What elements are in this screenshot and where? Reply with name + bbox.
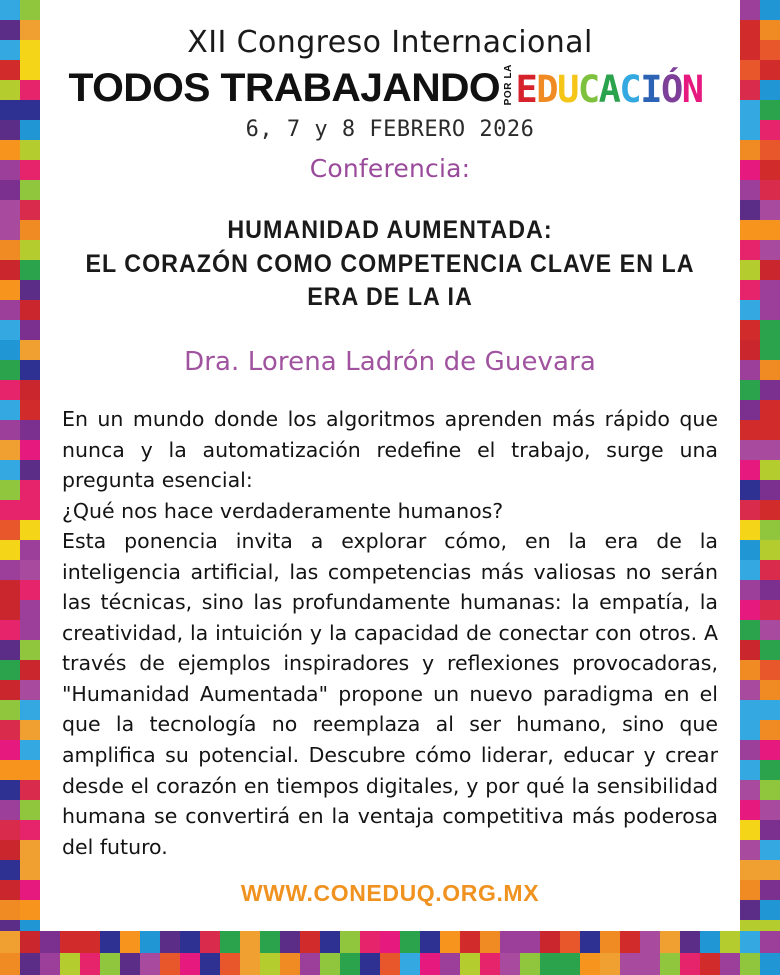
mosaic-right-tile <box>760 700 780 720</box>
mosaic-right-tile <box>740 260 760 280</box>
mosaic-right-tile <box>760 540 780 560</box>
mosaic-right-tile <box>760 720 780 740</box>
mosaic-left-tile <box>20 460 40 480</box>
mosaic-right-tile <box>740 40 760 60</box>
mosaic-left-tile <box>0 580 20 600</box>
mosaic-left-tile <box>20 860 40 880</box>
mosaic-left-tile <box>0 520 20 540</box>
mosaic-right-tile <box>760 580 780 600</box>
mosaic-bottom-tile <box>460 931 480 953</box>
mosaic-left-tile <box>0 180 20 200</box>
mosaic-bottom-tile <box>540 953 560 975</box>
mosaic-bottom-tile <box>20 931 40 953</box>
mosaic-left-tile <box>20 420 40 440</box>
mosaic-left-tile <box>20 240 40 260</box>
mosaic-right-tile <box>740 880 760 900</box>
mosaic-left-tile <box>20 820 40 840</box>
mosaic-left-tile <box>0 800 20 820</box>
mosaic-bottom-tile <box>0 931 20 953</box>
mosaic-bottom-tile <box>440 931 460 953</box>
mosaic-bottom-tile <box>600 931 620 953</box>
mosaic-left-tile <box>20 800 40 820</box>
mosaic-right-tile <box>760 260 780 280</box>
mosaic-left-tile <box>20 660 40 680</box>
mosaic-right-tile <box>760 460 780 480</box>
mosaic-bottom-tile <box>60 953 80 975</box>
mosaic-bottom-tile <box>420 931 440 953</box>
mosaic-left-tile <box>20 380 40 400</box>
mosaic-bottom-tile <box>400 931 420 953</box>
mosaic-right-tile <box>740 280 760 300</box>
mosaic-right-tile <box>740 720 760 740</box>
mosaic-right-tile <box>740 380 760 400</box>
mosaic-bottom-tile <box>320 931 340 953</box>
mosaic-right-tile <box>740 660 760 680</box>
mosaic-left-tile <box>0 540 20 560</box>
mosaic-bottom-tile <box>200 931 220 953</box>
mosaic-bottom-tile <box>300 953 320 975</box>
mosaic-right-tile <box>760 40 780 60</box>
mosaic-bottom-tile <box>200 953 220 975</box>
mosaic-right-tile <box>760 780 780 800</box>
abstract-paragraph-1: En un mundo donde los algoritmos aprenden más rápido que nunca y la automatización redefine el trabajo, surge una pregunta esencial: <box>62 407 718 493</box>
mosaic-right-tile <box>760 560 780 580</box>
mosaic-right-tile <box>740 760 760 780</box>
mosaic-right-tile <box>760 500 780 520</box>
mosaic-left-tile <box>20 140 40 160</box>
mosaic-left-tile <box>0 620 20 640</box>
mosaic-bottom-tile <box>600 953 620 975</box>
mosaic-left-tile <box>20 640 40 660</box>
mosaic-left-tile <box>20 760 40 780</box>
mosaic-bottom-tile <box>40 931 60 953</box>
mosaic-bottom-tile <box>280 931 300 953</box>
mosaic-left-tile <box>20 260 40 280</box>
mosaic-bottom-tile <box>580 931 600 953</box>
educacion-letter-4: A <box>598 67 620 111</box>
mosaic-right-tile <box>740 460 760 480</box>
mosaic-right-tile <box>760 660 780 680</box>
mosaic-left-tile <box>20 60 40 80</box>
mosaic-right-tile <box>740 560 760 580</box>
mosaic-left-tile <box>0 720 20 740</box>
mosaic-left-tile <box>20 220 40 240</box>
mosaic-left-tile <box>20 0 40 20</box>
mosaic-right-tile <box>760 60 780 80</box>
educacion-letter-7: Ó <box>660 67 682 111</box>
mosaic-left-tile <box>0 460 20 480</box>
mosaic-left-tile <box>0 600 20 620</box>
mosaic-bottom-tile <box>620 931 640 953</box>
mosaic-right-tile <box>740 500 760 520</box>
mosaic-left-tile <box>20 400 40 420</box>
mosaic-bottom-tile <box>220 953 240 975</box>
mosaic-right-tile <box>740 780 760 800</box>
mosaic-left-tile <box>0 680 20 700</box>
mosaic-left-tile <box>20 540 40 560</box>
mosaic-bottom-tile <box>660 953 680 975</box>
mosaic-right-tile <box>740 180 760 200</box>
mosaic-bottom-tile <box>620 953 640 975</box>
mosaic-right-tile <box>740 200 760 220</box>
mosaic-left-tile <box>0 900 20 920</box>
mosaic-border-right <box>740 0 780 975</box>
mosaic-left-tile <box>20 840 40 860</box>
mosaic-bottom-tile <box>720 931 740 953</box>
mosaic-bottom-tile <box>80 953 100 975</box>
mosaic-right-tile <box>760 320 780 340</box>
mosaic-left-tile <box>0 380 20 400</box>
educacion-letter-0: E <box>515 67 537 111</box>
mosaic-bottom-tile <box>700 953 720 975</box>
mosaic-right-tile <box>760 800 780 820</box>
mosaic-bottom-tile <box>520 953 540 975</box>
educacion-letter-6: I <box>640 67 661 111</box>
mosaic-bottom-tile <box>220 931 240 953</box>
mosaic-right-tile <box>760 160 780 180</box>
mosaic-left-tile <box>0 420 20 440</box>
mosaic-right-tile <box>740 160 760 180</box>
mosaic-left-tile <box>20 500 40 520</box>
mosaic-bottom-tile <box>760 931 780 953</box>
mosaic-right-tile <box>740 300 760 320</box>
mosaic-left-tile <box>0 700 20 720</box>
mosaic-left-tile <box>0 780 20 800</box>
mosaic-left-tile <box>0 440 20 460</box>
mosaic-left-tile <box>20 880 40 900</box>
content-panel <box>40 0 740 931</box>
mosaic-left-tile <box>0 280 20 300</box>
mosaic-right-tile <box>740 600 760 620</box>
website-url[interactable]: WWW.CONEDUQ.ORG.MX <box>240 880 540 907</box>
mosaic-left-tile <box>20 340 40 360</box>
mosaic-right-tile <box>760 420 780 440</box>
mosaic-right-tile <box>740 220 760 240</box>
mosaic-left-tile <box>0 320 20 340</box>
mosaic-right-tile <box>740 680 760 700</box>
mosaic-right-tile <box>740 640 760 660</box>
mosaic-right-tile <box>760 240 780 260</box>
mosaic-right-tile <box>760 380 780 400</box>
mosaic-right-tile <box>760 120 780 140</box>
event-date: 6, 7 y 8 FEBRERO 2026 <box>245 116 535 142</box>
mosaic-right-tile <box>760 880 780 900</box>
mosaic-right-tile <box>760 140 780 160</box>
mosaic-left-tile <box>0 740 20 760</box>
mosaic-right-tile <box>760 220 780 240</box>
mosaic-bottom-tile <box>240 953 260 975</box>
mosaic-bottom-tile <box>440 953 460 975</box>
mosaic-right-tile <box>760 200 780 220</box>
mosaic-right-tile <box>740 580 760 600</box>
mosaic-border-bottom <box>0 931 780 975</box>
mosaic-right-tile <box>740 740 760 760</box>
mosaic-right-tile <box>760 80 780 100</box>
congress-title: XII Congreso Internacional <box>187 25 593 60</box>
mosaic-left-tile <box>0 400 20 420</box>
mosaic-right-tile <box>740 120 760 140</box>
mosaic-bottom-tile <box>180 953 200 975</box>
mosaic-right-tile <box>760 860 780 880</box>
mosaic-left-tile <box>20 100 40 120</box>
mosaic-bottom-tile <box>280 953 300 975</box>
mosaic-right-tile <box>740 520 760 540</box>
mosaic-right-tile <box>740 820 760 840</box>
mosaic-bottom-tile <box>560 931 580 953</box>
conferencia-label: Conferencia: <box>309 153 471 183</box>
mosaic-bottom-tile <box>500 931 520 953</box>
mosaic-right-tile <box>760 900 780 920</box>
header-block <box>62 27 718 183</box>
mosaic-left-tile <box>20 700 40 720</box>
mosaic-left-tile <box>0 0 20 20</box>
mosaic-left-tile <box>20 360 40 380</box>
mosaic-right-tile <box>740 60 760 80</box>
mosaic-bottom-tile <box>640 931 660 953</box>
mosaic-right-tile <box>760 520 780 540</box>
mosaic-right-tile <box>760 480 780 500</box>
mosaic-right-tile <box>740 900 760 920</box>
mosaic-left-tile <box>20 900 40 920</box>
mosaic-left-tile <box>20 720 40 740</box>
mosaic-left-tile <box>20 780 40 800</box>
mosaic-bottom-tile <box>80 931 100 953</box>
mosaic-bottom-tile <box>380 953 400 975</box>
mosaic-left-tile <box>0 20 20 40</box>
mosaic-bottom-tile <box>580 953 600 975</box>
mosaic-bottom-tile <box>240 931 260 953</box>
mosaic-bottom-tile <box>120 953 140 975</box>
talk-title-line-1: EL CORAZÓN COMO COMPETENCIA CLAVE EN LA <box>85 249 695 278</box>
mosaic-bottom-tile <box>360 953 380 975</box>
talk-title-line-2: ERA DE LA IA <box>307 283 473 312</box>
mosaic-left-tile <box>0 880 20 900</box>
mosaic-bottom-tile <box>0 953 20 975</box>
mosaic-right-tile <box>740 620 760 640</box>
mosaic-bottom-tile <box>20 953 40 975</box>
mosaic-bottom-tile <box>120 931 140 953</box>
mosaic-right-tile <box>740 700 760 720</box>
mosaic-right-tile <box>760 600 780 620</box>
mosaic-bottom-tile <box>660 931 680 953</box>
mosaic-left-tile <box>20 680 40 700</box>
mosaic-left-tile <box>0 820 20 840</box>
mosaic-bottom-tile <box>480 953 500 975</box>
mosaic-left-tile <box>20 200 40 220</box>
talk-title-line-0: HUMANIDAD AUMENTADA: <box>227 215 553 244</box>
mosaic-bottom-tile <box>560 953 580 975</box>
mosaic-right-tile <box>760 340 780 360</box>
mosaic-left-tile <box>0 660 20 680</box>
mosaic-bottom-tile <box>360 931 380 953</box>
mosaic-right-tile <box>740 540 760 560</box>
mosaic-right-tile <box>740 840 760 860</box>
mosaic-bottom-tile <box>540 931 560 953</box>
mosaic-bottom-tile <box>100 931 120 953</box>
mosaic-left-tile <box>0 360 20 380</box>
wordmark-main-text: TODOS TRABAJANDO <box>69 65 501 110</box>
mosaic-left-tile <box>0 480 20 500</box>
abstract-paragraph-2: ¿Qué nos hace verdaderamente humanos? <box>62 498 504 523</box>
mosaic-left-tile <box>0 340 20 360</box>
mosaic-bottom-tile <box>740 931 760 953</box>
mosaic-left-tile <box>20 520 40 540</box>
mosaic-bottom-tile <box>180 931 200 953</box>
mosaic-left-tile <box>0 640 20 660</box>
mosaic-left-tile <box>0 300 20 320</box>
mosaic-bottom-tile <box>640 953 660 975</box>
mosaic-right-tile <box>760 400 780 420</box>
mosaic-left-tile <box>0 60 20 80</box>
mosaic-right-tile <box>740 480 760 500</box>
mosaic-left-tile <box>20 320 40 340</box>
mosaic-left-tile <box>0 160 20 180</box>
mosaic-bottom-tile <box>260 931 280 953</box>
mosaic-right-tile <box>760 20 780 40</box>
mosaic-bottom-tile <box>760 953 780 975</box>
mosaic-left-tile <box>20 40 40 60</box>
mosaic-right-tile <box>740 800 760 820</box>
abstract-body <box>62 404 718 862</box>
mosaic-left-tile <box>20 560 40 580</box>
mosaic-left-tile <box>0 40 20 60</box>
mosaic-bottom-tile <box>160 953 180 975</box>
mosaic-left-tile <box>20 20 40 40</box>
mosaic-right-tile <box>740 80 760 100</box>
mosaic-border-left <box>0 0 40 975</box>
mosaic-left-tile <box>20 120 40 140</box>
mosaic-left-tile <box>0 100 20 120</box>
mosaic-right-tile <box>760 640 780 660</box>
mosaic-left-tile <box>20 440 40 460</box>
mosaic-bottom-tile <box>680 931 700 953</box>
mosaic-right-tile <box>740 20 760 40</box>
mosaic-left-tile <box>20 620 40 640</box>
mosaic-right-tile <box>740 320 760 340</box>
mosaic-bottom-tile <box>420 953 440 975</box>
mosaic-right-tile <box>740 240 760 260</box>
mosaic-bottom-tile <box>520 931 540 953</box>
speaker-name: Dra. Lorena Ladrón de Guevara <box>184 347 596 378</box>
mosaic-left-tile <box>20 280 40 300</box>
mosaic-bottom-tile <box>340 931 360 953</box>
mosaic-right-tile <box>740 420 760 440</box>
mosaic-right-tile <box>740 140 760 160</box>
mosaic-left-tile <box>0 240 20 260</box>
mosaic-left-tile <box>20 480 40 500</box>
mosaic-bottom-tile <box>720 953 740 975</box>
mosaic-left-tile <box>20 180 40 200</box>
mosaic-right-tile <box>760 740 780 760</box>
mosaic-bottom-tile <box>340 953 360 975</box>
mosaic-left-tile <box>0 500 20 520</box>
mosaic-left-tile <box>0 200 20 220</box>
mosaic-bottom-tile <box>680 953 700 975</box>
talk-title <box>85 214 695 315</box>
mosaic-bottom-tile <box>160 931 180 953</box>
mosaic-left-tile <box>20 300 40 320</box>
mosaic-right-tile <box>760 360 780 380</box>
mosaic-right-tile <box>760 620 780 640</box>
educacion-letter-3: C <box>577 67 599 111</box>
wordmark-small-text: POR LA <box>502 63 514 105</box>
mosaic-right-tile <box>760 440 780 460</box>
mosaic-right-tile <box>740 100 760 120</box>
mosaic-right-tile <box>740 0 760 20</box>
mosaic-bottom-tile <box>380 931 400 953</box>
mosaic-right-tile <box>760 760 780 780</box>
mosaic-bottom-tile <box>140 931 160 953</box>
mosaic-right-tile <box>760 180 780 200</box>
abstract-paragraph-3: Esta ponencia invita a explorar cómo, en la era de la inteligencia artificial, las competencias más valiosas no serán las técnicas, sino las profundamente humanas: la empatía, la creatividad, la intuición y la capacidad de conectar con otros. A través de ejemplos inspiradores y reflexiones provocadoras, "Humanidad Aumentada" propone un nuevo paradigma en el que la tecnología no reemplaza al ser humano, sino que amplifica su potencial. Descubre cómo liderar, educar y crear desde el corazón en tiempos digitales, y por qué la sensibilidad humana se convertirá en la ventaja competitiva más poderosa del futuro. <box>62 529 718 859</box>
mosaic-bottom-tile <box>700 931 720 953</box>
mosaic-left-tile <box>0 260 20 280</box>
educacion-letter-8: N <box>681 67 703 111</box>
mosaic-left-tile <box>0 760 20 780</box>
mosaic-left-tile <box>20 80 40 100</box>
mosaic-left-tile <box>20 160 40 180</box>
mosaic-left-tile <box>0 560 20 580</box>
educacion-letter-2: U <box>557 67 578 111</box>
mosaic-bottom-tile <box>320 953 340 975</box>
mosaic-right-tile <box>760 840 780 860</box>
mosaic-bottom-tile <box>40 953 60 975</box>
mosaic-bottom-tile <box>480 931 500 953</box>
mosaic-bottom-tile <box>500 953 520 975</box>
mosaic-bottom-tile <box>460 953 480 975</box>
mosaic-left-tile <box>20 580 40 600</box>
mosaic-left-tile <box>20 740 40 760</box>
mosaic-right-tile <box>740 400 760 420</box>
mosaic-left-tile <box>0 80 20 100</box>
mosaic-left-tile <box>0 120 20 140</box>
mosaic-right-tile <box>740 340 760 360</box>
mosaic-bottom-tile <box>60 931 80 953</box>
mosaic-left-tile <box>0 840 20 860</box>
mosaic-right-tile <box>760 100 780 120</box>
mosaic-bottom-tile <box>260 953 280 975</box>
mosaic-right-tile <box>760 680 780 700</box>
wordmark-educacion-text <box>515 67 703 111</box>
mosaic-right-tile <box>760 280 780 300</box>
mosaic-bottom-tile <box>400 953 420 975</box>
mosaic-right-tile <box>740 360 760 380</box>
mosaic-left-tile <box>20 600 40 620</box>
educacion-letter-5: C <box>619 67 641 111</box>
mosaic-bottom-tile <box>740 953 760 975</box>
mosaic-bottom-tile <box>300 931 320 953</box>
educacion-letter-1: D <box>536 67 558 111</box>
event-wordmark <box>62 63 718 111</box>
mosaic-bottom-tile <box>140 953 160 975</box>
mosaic-left-tile <box>0 220 20 240</box>
mosaic-right-tile <box>740 860 760 880</box>
mosaic-right-tile <box>760 300 780 320</box>
mosaic-right-tile <box>740 440 760 460</box>
mosaic-left-tile <box>0 860 20 880</box>
mosaic-right-tile <box>760 820 780 840</box>
mosaic-bottom-tile <box>100 953 120 975</box>
mosaic-right-tile <box>760 0 780 20</box>
mosaic-left-tile <box>0 140 20 160</box>
